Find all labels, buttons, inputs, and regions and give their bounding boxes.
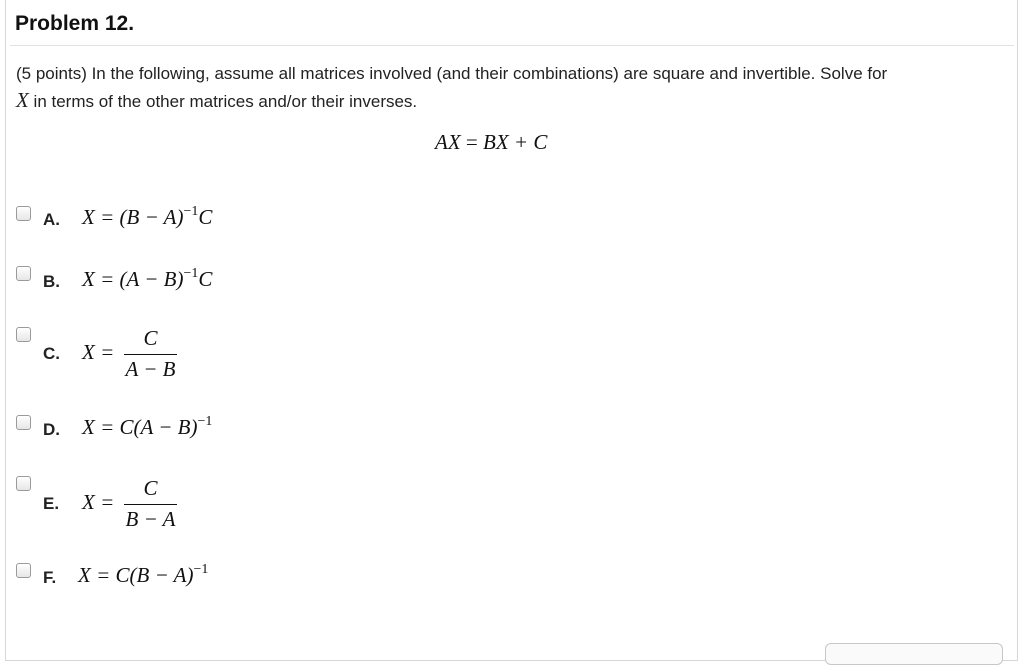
option-a-letter: A.: [43, 210, 60, 229]
option-d-formula: [82, 415, 212, 440]
option-c-denominator: A − B: [124, 354, 178, 382]
option-a-checkbox[interactable]: [16, 206, 31, 221]
option-b-formula: [82, 267, 212, 292]
option-c[interactable]: [0, 322, 600, 386]
option-b-checkbox[interactable]: [16, 266, 31, 281]
option-b-letter: B.: [43, 272, 60, 291]
option-f-exponent: −1: [193, 562, 209, 577]
prompt-text-2: in terms of the other matrices and/or their inverses.: [28, 92, 418, 111]
submit-button[interactable]: [825, 643, 1003, 665]
option-f-formula: [78, 563, 208, 588]
option-e-numerator: C: [143, 476, 158, 500]
option-e-letter: E.: [43, 494, 60, 513]
prompt-text-1: (5 points) In the following, assume all matrices involved (and their combinations) are square and invertible. Solve for: [16, 64, 888, 83]
equation-rhs: BX + C: [483, 130, 548, 154]
option-f[interactable]: [0, 558, 600, 608]
option-c-fraction: [124, 326, 178, 382]
option-c-checkbox[interactable]: [16, 327, 31, 342]
option-d[interactable]: [0, 410, 600, 460]
option-f-letter: F.: [43, 568, 57, 587]
option-d-letter: D.: [43, 420, 60, 439]
option-e-formula: [82, 476, 177, 532]
option-f-checkbox[interactable]: [16, 563, 31, 578]
title-divider: [10, 45, 1014, 46]
option-d-expr: X = C(A − B): [82, 415, 198, 439]
equation-equals: =: [460, 130, 483, 154]
option-b-expr: X = (A − B): [82, 267, 184, 291]
option-e-lhs: X =: [82, 489, 115, 514]
option-c-formula: [82, 326, 177, 382]
option-b-exponent: −1: [183, 266, 199, 281]
option-c-numerator: C: [143, 326, 158, 350]
option-e-fraction: [124, 476, 178, 532]
option-a-exponent: −1: [183, 204, 199, 219]
problem-prompt: [16, 60, 1016, 115]
option-f-expr: X = C(B − A): [78, 563, 194, 587]
option-c-letter: C.: [43, 344, 60, 363]
option-b[interactable]: [0, 262, 600, 312]
prompt-variable: X: [16, 88, 29, 112]
option-e-checkbox[interactable]: [16, 476, 31, 491]
main-equation: [435, 130, 547, 155]
option-d-checkbox[interactable]: [16, 415, 31, 430]
option-a-formula: [82, 205, 212, 230]
option-a-tail: C: [198, 205, 213, 229]
option-a-expr: X = (B − A): [82, 205, 184, 229]
option-c-lhs: X =: [82, 339, 115, 364]
equation-lhs: AX: [435, 130, 461, 154]
option-e[interactable]: [0, 472, 600, 536]
option-e-denominator: B − A: [124, 504, 178, 532]
option-a[interactable]: [0, 200, 600, 250]
option-d-exponent: −1: [197, 414, 213, 429]
problem-title: Problem 12.: [15, 12, 135, 35]
option-b-tail: C: [198, 267, 213, 291]
